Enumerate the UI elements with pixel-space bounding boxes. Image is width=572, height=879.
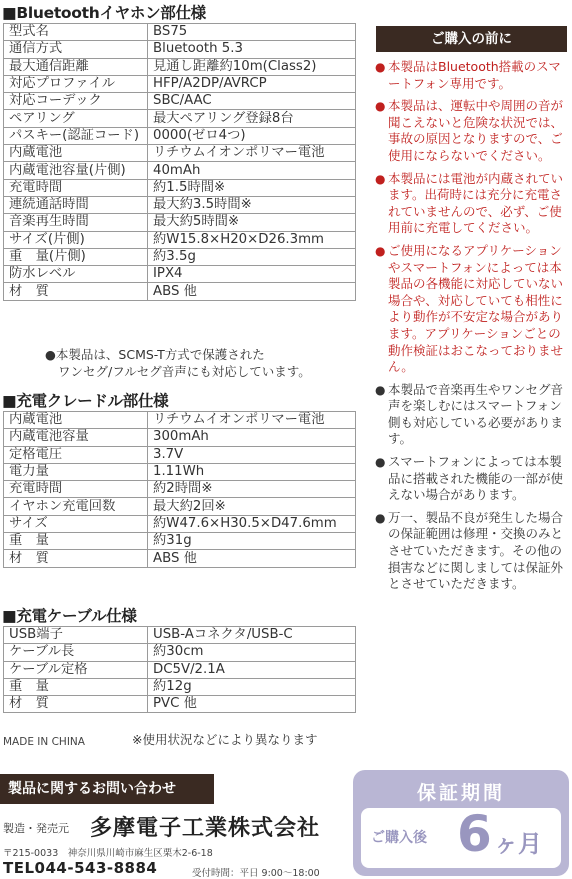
company-name: 多摩電子工業株式会社 [90, 816, 321, 841]
spec-key: ケーブル長 [4, 644, 148, 661]
spec-value: 最大ペアリング登録8台 [148, 110, 356, 127]
bullet-icon: ● [375, 99, 386, 114]
spec-row [4, 283, 356, 300]
spec-row [4, 644, 356, 661]
company-address: 〒215-0033 神奈川県川崎市麻生区栗木2-6-18 [3, 848, 213, 859]
spec-value: 約W15.8×H20×D26.3mm [148, 231, 356, 248]
warranty-title: 保証期間 [416, 782, 505, 804]
spec-key: 通信方式 [4, 41, 148, 58]
spec-row [4, 41, 356, 58]
spec-key: 材 質 [4, 550, 148, 567]
spec-value: 0000(ゼロ4つ) [148, 127, 356, 144]
spec-key: 材 質 [4, 696, 148, 713]
spec-key: サイズ [4, 515, 148, 532]
spec-row [4, 678, 356, 695]
notice-header: ご購入の前に [376, 26, 567, 52]
bullet-icon: ● [375, 455, 386, 470]
spec-key: ケーブル定格 [4, 661, 148, 678]
spec-value: 300mAh [148, 429, 356, 446]
spec-value: 約30cm [148, 644, 356, 661]
spec-row [4, 481, 356, 498]
warranty-months-unit: ヶ月 [494, 830, 542, 858]
maker-label: 製造・発売元 [3, 822, 69, 835]
spec-key: 内蔵電池容量(片側) [4, 162, 148, 179]
spec-row [4, 196, 356, 213]
bullet-icon: ● [375, 60, 386, 74]
cable-spec-title: ■充電ケーブル仕様 [2, 607, 137, 625]
warranty-badge [353, 770, 569, 876]
warranty-after-purchase: ご購入後 [371, 830, 427, 846]
spec-row [4, 214, 356, 231]
spec-key: 音楽再生時間 [4, 214, 148, 231]
spec-value: SBC/AAC [148, 93, 356, 110]
spec-key: 定格電圧 [4, 446, 148, 463]
spec-row [4, 533, 356, 550]
scms-note-line1: ●本製品は、SCMS-T方式で保護された [45, 347, 265, 362]
spec-key: 内蔵電池 [4, 145, 148, 162]
spec-value: BS75 [148, 24, 356, 41]
spec-key: 重 量 [4, 533, 148, 550]
spec-key: 連続通話時間 [4, 196, 148, 213]
contact-header: 製品に関するお問い合わせ [0, 774, 214, 804]
spec-row [4, 127, 356, 144]
spec-row [4, 75, 356, 92]
bullet-icon: ● [375, 382, 386, 397]
spec-row [4, 515, 356, 532]
warranty-period-box [361, 805, 561, 868]
spec-key: 防水レベル [4, 266, 148, 283]
notice-text: 本製品で音楽再生やワンセグ音声を楽しむにはスマートフォン側も対応している必要があります。 [388, 381, 564, 447]
spec-key: パスキー(認証コード) [4, 127, 148, 144]
spec-row [4, 627, 356, 644]
spec-row [4, 412, 356, 429]
spec-value: 約31g [148, 533, 356, 550]
spec-key: 重 量(片側) [4, 248, 148, 265]
notice-item [375, 98, 571, 164]
spec-row [4, 110, 356, 127]
spec-key: USB端子 [4, 627, 148, 644]
spec-key: 充電時間 [4, 179, 148, 196]
cradle-spec-table [3, 411, 356, 568]
spec-value: 約3.5g [148, 248, 356, 265]
spec-row [4, 661, 356, 678]
spec-row [4, 58, 356, 75]
earphone-spec-table [3, 23, 356, 301]
spec-key: 最大通信距離 [4, 58, 148, 75]
spec-key: 型式名 [4, 24, 148, 41]
notice-text: ご使用になるアプリケーションやスマートフォンによっては本製品の各機能に対応していない場合や、対応していても相性により動作が不安定な場合があります。アプリケーションごとの動作検証はおこなっておりません。 [388, 242, 564, 375]
spec-key: 内蔵電池 [4, 412, 148, 429]
spec-value: 3.7V [148, 446, 356, 463]
notice-text: 万一、製品不良が発生した場合の保証範囲は修理・交換のみとさせていただきます。その他の損害などに関しましては保証外とさせていただきます。 [388, 509, 564, 592]
phone-number: TEL044-543-8884 [3, 859, 158, 877]
spec-value: 40mAh [148, 162, 356, 179]
notice-item [375, 510, 571, 593]
warranty-months-number: 6 [457, 805, 492, 863]
spec-value: リチウムイオンポリマー電池 [148, 145, 356, 162]
spec-value: PVC 他 [148, 696, 356, 713]
cradle-spec-title: ■充電クレードル部仕様 [2, 392, 169, 410]
spec-row [4, 429, 356, 446]
spec-row [4, 446, 356, 463]
spec-value: リチウムイオンポリマー電池 [148, 412, 356, 429]
spec-row [4, 498, 356, 515]
spec-key: 内蔵電池容量 [4, 429, 148, 446]
notice-text: スマートフォンによっては本製品に搭載された機能の一部が使えない場合があります。 [388, 454, 564, 503]
spec-value: IPX4 [148, 266, 356, 283]
spec-value: USB-Aコネクタ/USB-C [148, 627, 356, 644]
bullet-icon: ● [375, 510, 386, 525]
spec-value: 約2時間※ [148, 481, 356, 498]
notice-text: 本製品には電池が内蔵されています。出荷時には充分に充電されていませんので、必ず、ご使用前に充電してください。 [388, 170, 564, 236]
support-hours: 受付時間：平日 9:00～18:00 [192, 868, 320, 879]
notice-item [375, 382, 571, 448]
spec-key: イヤホン充電回数 [4, 498, 148, 515]
spec-row [4, 248, 356, 265]
spec-value: 約12g [148, 678, 356, 695]
spec-key: 重 量 [4, 678, 148, 695]
notice-item [375, 171, 571, 237]
scms-note-line2: ワンセグ/フルセグ音声にも対応しています。 [58, 364, 311, 379]
spec-row [4, 696, 356, 713]
spec-row [4, 145, 356, 162]
spec-value: ABS 他 [148, 283, 356, 300]
spec-key: 充電時間 [4, 481, 148, 498]
spec-row [4, 162, 356, 179]
spec-row [4, 550, 356, 567]
spec-value: HFP/A2DP/AVRCP [148, 75, 356, 92]
spec-row [4, 93, 356, 110]
bullet-icon: ● [375, 171, 386, 186]
spec-key: ペアリング [4, 110, 148, 127]
spec-key: 対応コーデック [4, 93, 148, 110]
spec-value: ABS 他 [148, 550, 356, 567]
earphone-spec-title: ■Bluetoothイヤホン部仕様 [2, 4, 206, 22]
notice-text: 本製品は、運転中や周囲の音が聞こえないと危険な状況では、事故の原因となりますので、ご使用にならないでください。 [388, 98, 564, 163]
spec-key: 電力量 [4, 463, 148, 480]
spec-row [4, 179, 356, 196]
notice-item [375, 243, 571, 376]
spec-key: 材 質 [4, 283, 148, 300]
notice-list [375, 59, 571, 599]
spec-row [4, 24, 356, 41]
notice-item [375, 454, 571, 504]
spec-value: 最大約5時間※ [148, 214, 356, 231]
spec-key: サイズ(片側) [4, 231, 148, 248]
usage-note: ※使用状況などにより異なります [132, 732, 318, 747]
notice-text: 本製品はBluetooth搭載のスマートフォン専用です。 [388, 59, 561, 91]
spec-value: 見通し距離約10m(Class2) [148, 58, 356, 75]
spec-row [4, 463, 356, 480]
spec-value: Bluetooth 5.3 [148, 41, 356, 58]
spec-value: 最大約3.5時間※ [148, 196, 356, 213]
spec-value: 約W47.6×H30.5×D47.6mm [148, 515, 356, 532]
spec-value: 1.11Wh [148, 463, 356, 480]
made-in-label: MADE IN CHINA [3, 736, 85, 748]
spec-value: 最大約2回※ [148, 498, 356, 515]
bullet-icon: ● [375, 243, 386, 258]
spec-row [4, 231, 356, 248]
spec-row [4, 266, 356, 283]
notice-item [375, 59, 571, 92]
spec-value: 約1.5時間※ [148, 179, 356, 196]
spec-value: DC5V/2.1A [148, 661, 356, 678]
cable-spec-table [3, 626, 356, 713]
spec-key: 対応プロファイル [4, 75, 148, 92]
